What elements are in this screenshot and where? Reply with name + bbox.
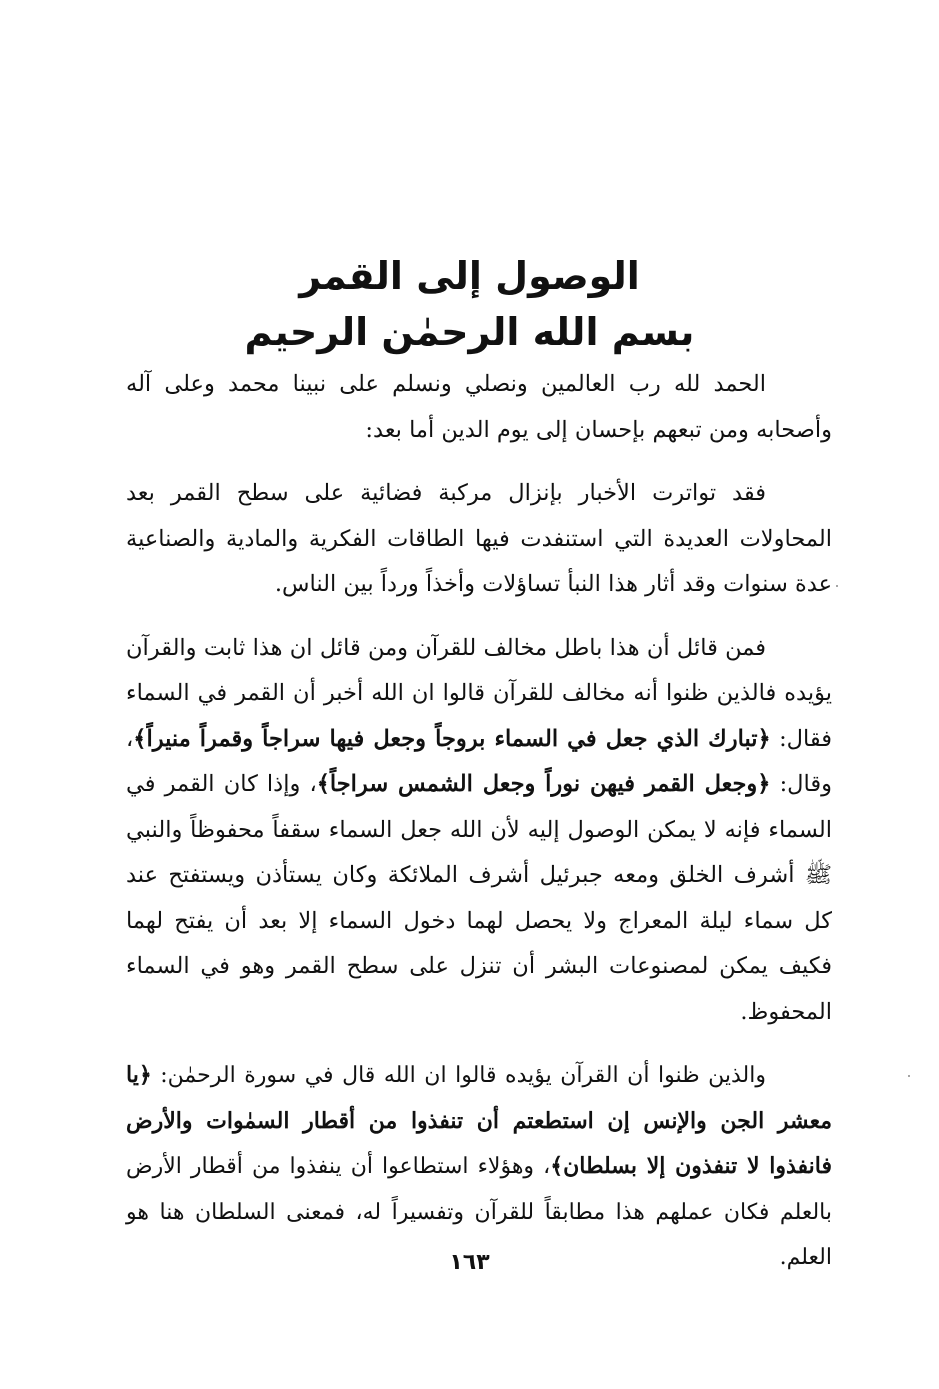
text-segment: فقد تواترت الأخبار بإنزال مركبة فضائية على سطح القمر بعد المحاولات العديدة التي استنفدت فيها الطاقات الفكرية والمادية والصناعية عدة سنوات وقد أثار هذا النبأ تساؤلات وأخذاً ورداً بين الناس. bbox=[126, 480, 832, 597]
quran-verse: ﴿وجعل القمر فيهن نوراً وجعل الشمس سراجاً﴾ bbox=[316, 771, 771, 797]
page-title: الوصول إلى القمر bbox=[299, 254, 640, 298]
scan-speck bbox=[908, 1075, 910, 1077]
quran-verse: ﴿تبارك الذي جعل في السماء بروجاً وجعل فيها سراجاً وقمراً منيراً﴾ bbox=[133, 725, 771, 752]
paragraph-supporters bbox=[126, 1053, 832, 1281]
body-text bbox=[126, 362, 832, 1299]
page-number: ١٦٣ bbox=[449, 1250, 490, 1275]
text-segment: والذين ظنوا أن القرآن يؤيده قالوا ان الله قال في سورة الرحمٰن: bbox=[151, 1063, 766, 1088]
paragraph-opponents bbox=[126, 626, 832, 1036]
heading-block bbox=[0, 248, 939, 360]
basmala-heading: بسم الله الرحمٰن الرحيم bbox=[244, 310, 695, 354]
scan-speck bbox=[836, 585, 838, 587]
text-segment: الحمد لله رب العالمين ونصلي ونسلم على نبينا محمد وعلى آله وأصحابه ومن تبعهم بإحسان إلى يوم الدين أما بعد: bbox=[126, 371, 832, 443]
paragraph-intro bbox=[126, 362, 832, 453]
text-segment: ، وإذا كان القمر في السماء فإنه لا يمكن الوصول إليه لأن الله جعل السماء سقفاً محفوظاً والنبي ﷺ أشرف الخلق ومعه جبرئيل أشرف الملائكة وكان يستأذن ويستفتح عند كل سماء ليلة المعراج ولا يحصل لهما دخول السماء إلا بعد أن يفتح لهما فكيف يمكن لمصنوعات البشر أن تنزل على سطح القمر وهو في السماء المحفوظ. bbox=[126, 771, 832, 1025]
text-segment: ، وقال: bbox=[126, 725, 832, 797]
text-segment: ، وهؤلاء استطاعوا أن ينفذوا من أقطار الأرض بالعلم فكان عملهم هذا مطابقاً للقرآن وتفسيراً له، فمعنى السلطان هنا هو العلم. bbox=[126, 1154, 832, 1270]
text-segment: فمن قائل أن هذا باطل مخالف للقرآن ومن قائل ان هذا ثابت والقرآن يؤيده فالذين ظنوا أنه مخالف للقرآن قالوا ان الله أخبر أن القمر في السماء فقال: bbox=[126, 634, 832, 752]
quran-verse: ﴿يا معشر الجن والإنس إن استطعتم أن تنفذوا من أقطار السمٰوات والأرض فانفذوا لا تنفذون إلا بسلطان﴾ bbox=[126, 1062, 832, 1179]
paragraph-news bbox=[126, 471, 832, 608]
